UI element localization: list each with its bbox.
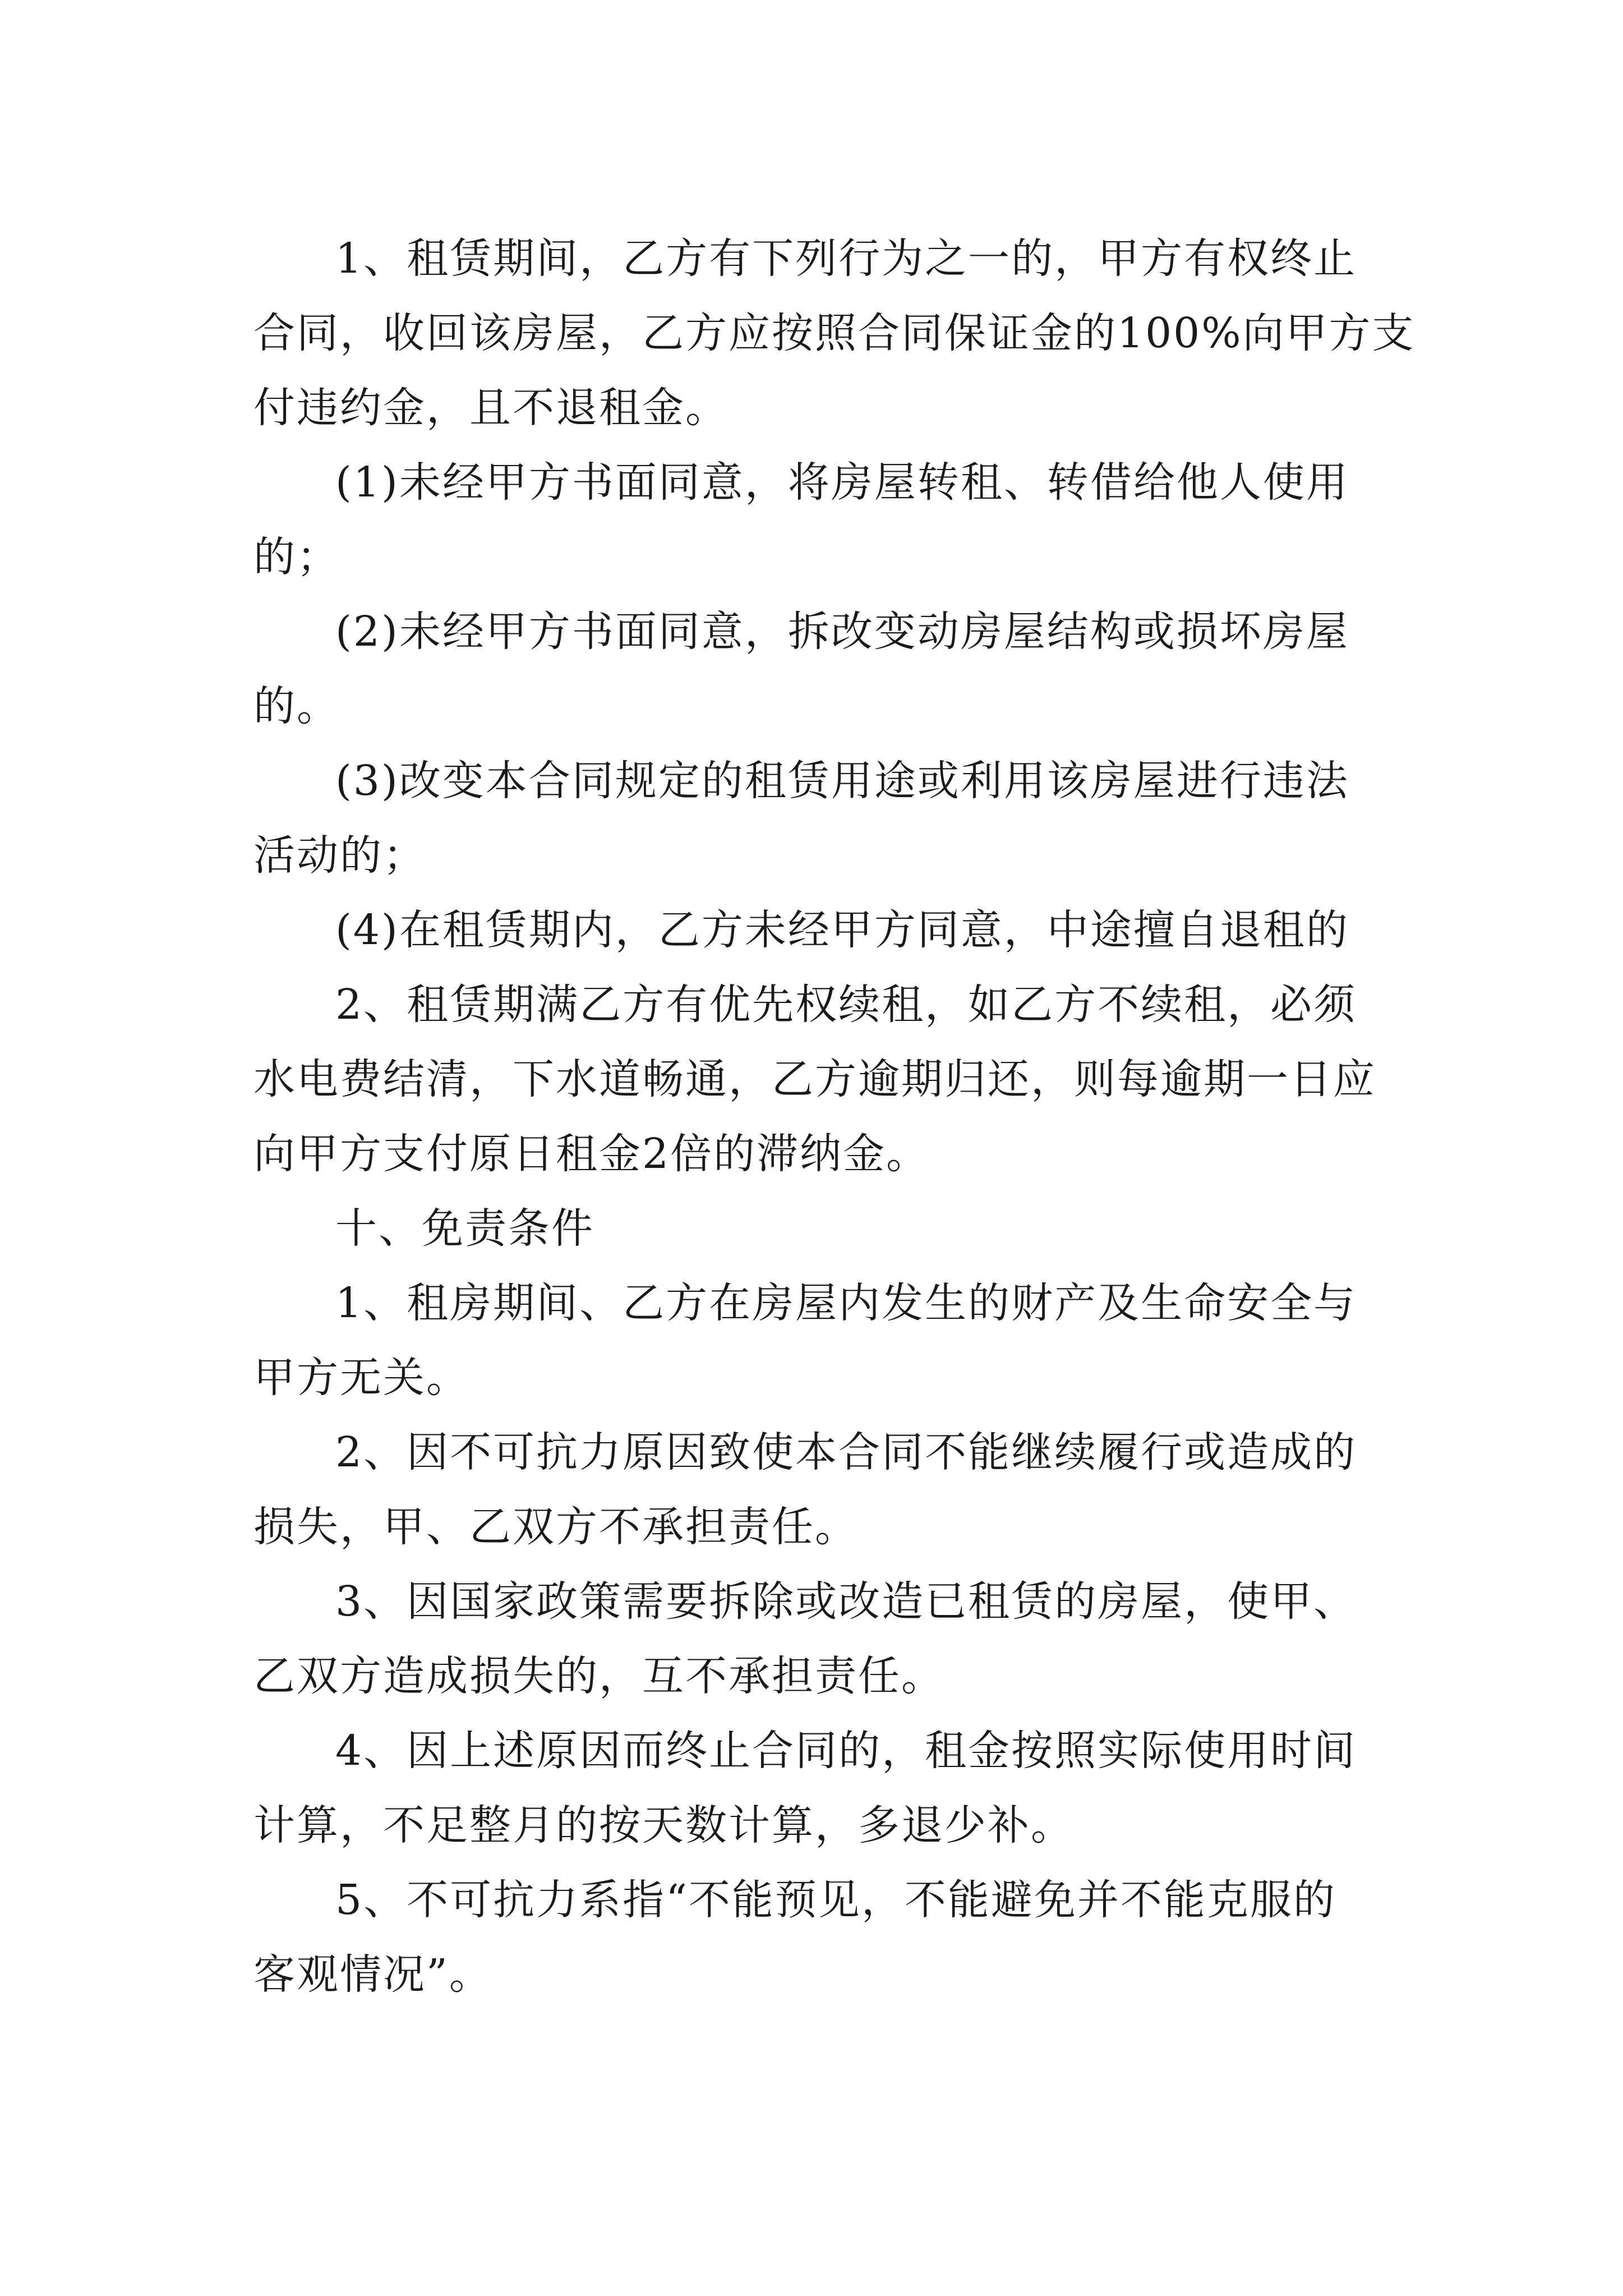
paragraph-line: 4、因上述原因而终止合同的，租金按照实际使用时间 [335,1727,1357,1775]
paragraph-line: (4)在租赁期内，乙方未经甲方同意，中途擅自退租的 [335,906,1349,954]
section-heading-exemption [253,1191,1392,1266]
paragraph-line: 2、因不可抗力原因致使本合同不能继续履行或造成的 [335,1428,1357,1476]
paragraph-line: 乙双方造成损失的，互不承担责任。 [253,1652,944,1700]
item-3-illegal-use [253,744,1392,893]
paragraph-line: 的； [253,533,340,581]
paragraph-line: 1、租房期间、乙方在房屋内发生的财产及生命安全与 [335,1279,1357,1327]
paragraph-line: 活动的； [253,831,426,880]
paragraph-line: 水电费结清，下水道畅通，乙方逾期归还，则每逾期一日应 [253,1055,1376,1103]
paragraph-line: (3)改变本合同规定的租赁用途或利用该房屋进行违法 [335,757,1349,805]
exemption-clause-1 [253,1266,1392,1415]
paragraph-line: 5、不可抗力系指“不能预见，不能避免并不能克服的 [335,1876,1336,1924]
paragraph-line: 1、租赁期间，乙方有下列行为之一的，甲方有权终止 [335,234,1357,283]
exemption-clause-5 [253,1863,1392,2012]
clause-1-termination [253,222,1415,445]
paragraph-line: 的。 [253,682,340,730]
paragraph-line: 3、因国家政策需要拆除或改造已租赁的房屋，使甲、 [335,1577,1357,1626]
paragraph-line: 损失，甲、乙双方不承担责任。 [253,1503,858,1551]
paragraph-line: 甲方无关。 [253,1354,469,1402]
paragraph-line: 2、租赁期满乙方有优先权续租，如乙方不续租，必须 [335,981,1357,1029]
paragraph-line: 客观情况”。 [253,1950,492,1999]
paragraph-line: (1)未经甲方书面同意，将房屋转租、转借给他人使用 [335,458,1349,507]
paragraph-line: 付违约金，且不退租金。 [253,384,728,432]
exemption-clause-4 [253,1714,1392,1863]
document-body [253,222,1415,2012]
paragraph-line: 计算，不足整月的按天数计算，多退少补。 [253,1801,1074,1849]
paragraph-line: (2)未经甲方书面同意，拆改变动房屋结构或损坏房屋 [335,608,1349,656]
item-1-sublease [253,445,1392,595]
clause-2-renewal [253,968,1392,1191]
paragraph-line: 向甲方支付原日租金2倍的滞纳金。 [253,1130,930,1178]
paragraph-line: 合同，收回该房屋，乙方应按照合同保证金的100%向甲方支 [253,309,1415,357]
section-heading: 十、免责条件 [335,1204,594,1253]
exemption-clause-2 [253,1415,1392,1565]
item-2-structure-change [253,595,1392,744]
item-4-early-exit [253,893,1392,968]
exemption-clause-3 [253,1565,1392,1714]
